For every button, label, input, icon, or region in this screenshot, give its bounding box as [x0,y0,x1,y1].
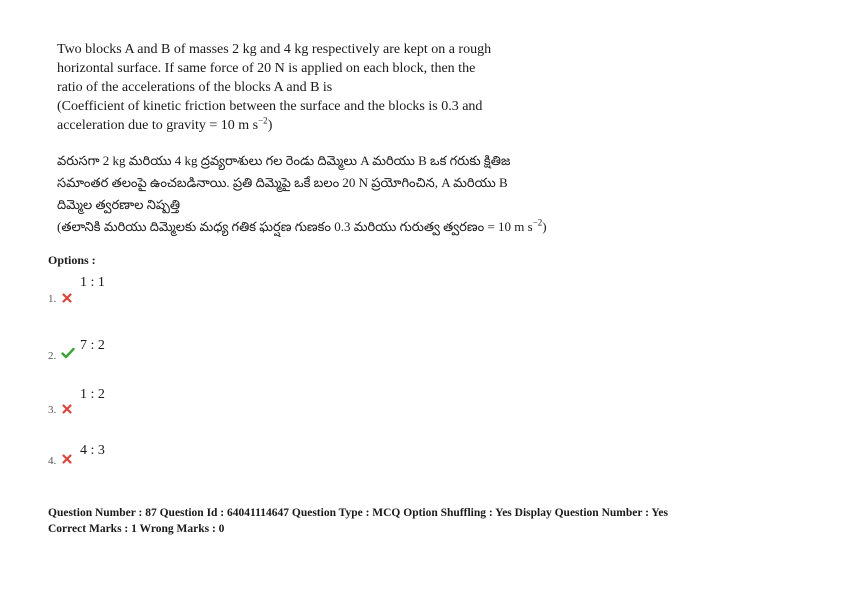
question-line: Two blocks A and B of masses 2 kg and 4 kg respectively are kept on a rough [57,42,492,57]
options-title: Options : [48,253,96,267]
question-meta-line: Question Number : 87 Question Id : 64041114647 Question Type : MCQ Option Shuffling : Yes Display Question Number : Yes [48,507,669,519]
question-line: వరుసగా 2 kg మరియు 4 kg ద్రవ్యరాశులు గల రెండు దిమ్మెలు A మరియు B ఒక గరుకు క్షితిజ [57,153,511,168]
question-line: (Coefficient of kinetic friction between the surface and the blocks is 0.3 and [57,99,483,114]
option-value: 7 : 2 [80,338,105,353]
option-number: 3. [48,404,57,416]
option-value: 1 : 1 [80,275,105,290]
question-text-english [57,40,567,135]
exponent: −2 [532,217,543,228]
marks-meta-line: Correct Marks : 1 Wrong Marks : 0 [48,523,225,535]
exponent: −2 [258,115,268,126]
option-number: 2. [48,350,57,362]
check-icon [61,347,75,359]
option-number: 1. [48,293,57,305]
option-number: 4. [48,455,57,467]
closing-paren: ) [267,118,273,133]
question-line-text: acceleration due to gravity = 10 m s [57,118,259,133]
cross-icon [61,453,73,465]
closing-paren: ) [542,219,547,234]
question-line [57,116,567,135]
cross-icon [61,403,73,415]
question-line: horizontal surface. If same force of 20 N is applied on each block, then the [57,61,476,76]
option-value: 1 : 2 [80,387,105,402]
question-line [57,216,577,238]
option-value: 4 : 3 [80,443,105,458]
question-line: సమాంతర తలంపై ఉంచబడినాయి. ప్రతి దిమ్మెపై ఒకే బలం 20 N ప్రయోగించిన, A మరియు B [57,175,508,190]
question-line: దిమ్మెల త్వరణాల నిష్పత్తి [57,197,181,212]
question-line-text: (తలానికి మరియు దిమ్మెలకు మధ్య గతిక ఘర్షణ గుణకం 0.3 మరియు గురుత్వ త్వరణం = 10 m s [57,219,533,234]
question-line: ratio of the accelerations of the blocks A and B is [57,80,333,95]
question-text-telugu [57,150,577,238]
cross-icon [61,292,73,304]
